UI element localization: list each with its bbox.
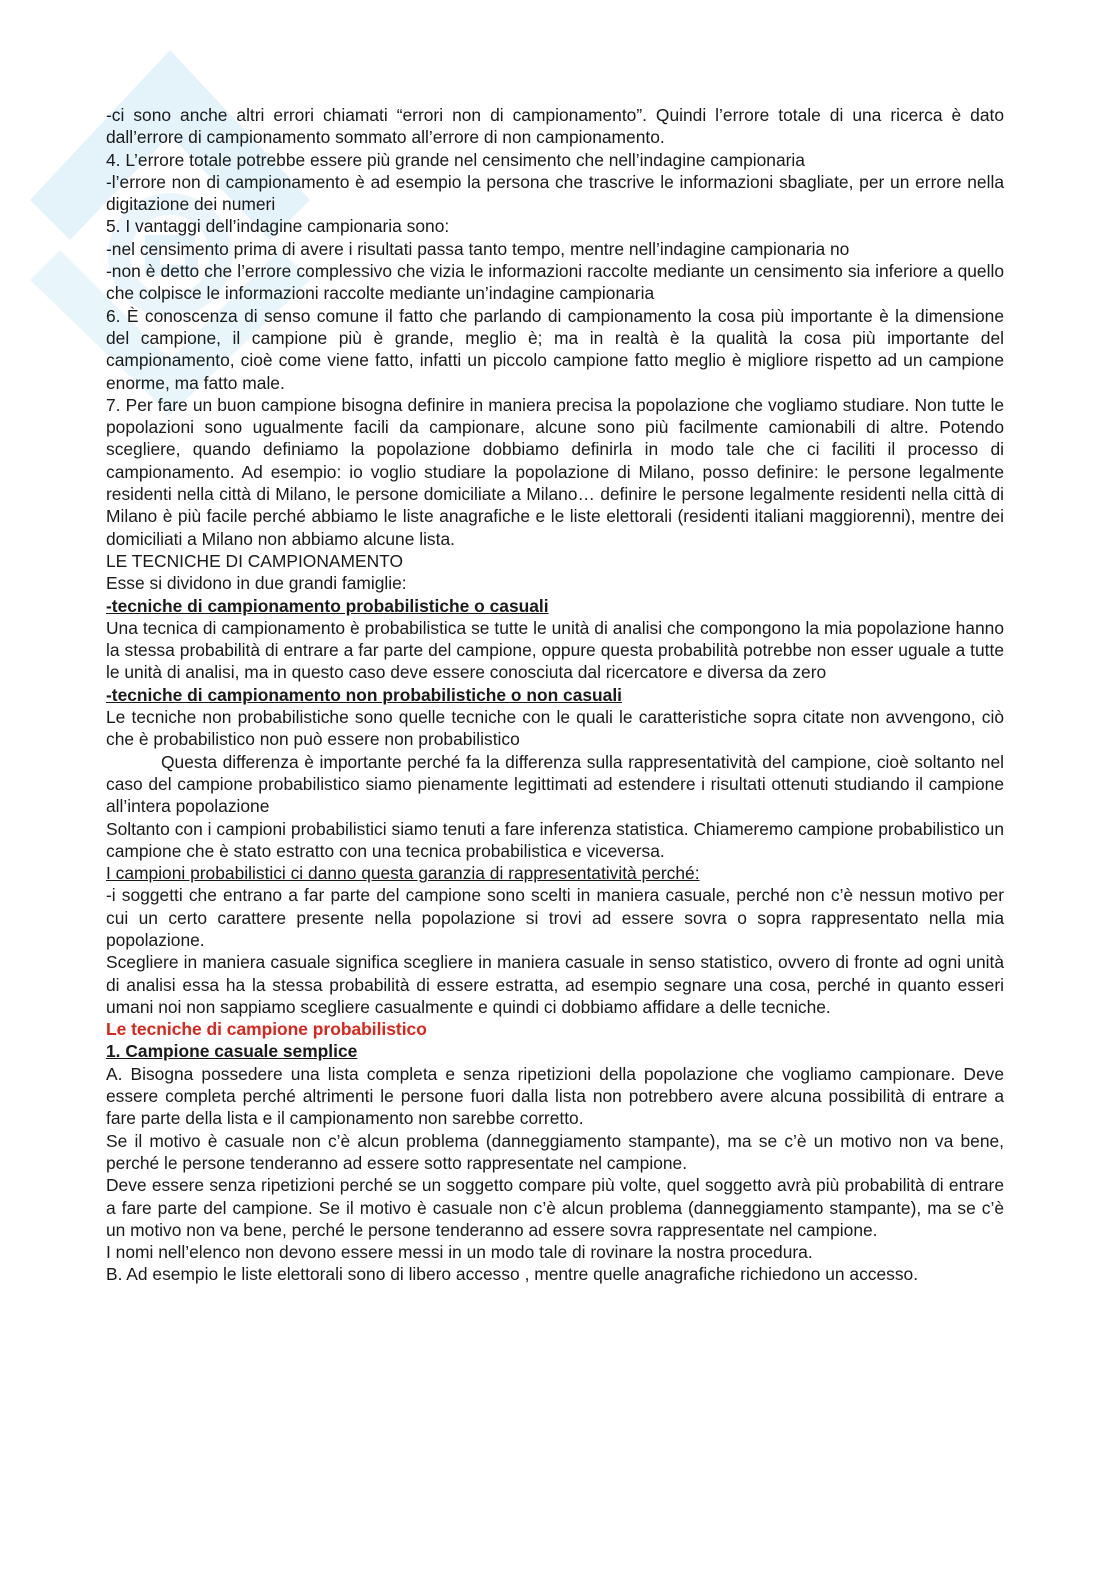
paragraph: Le tecniche non probabilistiche sono quelle tecniche con le quali le caratteristiche sopra citate non avvengono, ciò che è probabilistico non può essere non probabilistico: [106, 707, 1004, 750]
subheading-simple-random-sample: 1. Campione casuale semplice: [106, 1041, 358, 1062]
paragraph: Scegliere in maniera casuale significa scegliere in maniera casuale in senso statistico, ovvero di fronte ad ogni unità di analisi essa ha la stessa probabilità di essere estratta, ad esempio segnare una cosa, perché in quanto esseri umani noi non sappiamo scegliere casualmente e quindi ci dobbiamo affidare a delle tecniche.: [106, 952, 1004, 1017]
paragraph: -i soggetti che entrano a far parte del campione sono scelti in maniera casuale, perché non c’è nessun motivo per cui un certo carattere presente nella popolazione si trovi ad essere sovra o sopra rappresentato nella mia popolazione.: [106, 885, 1004, 950]
paragraph: Soltanto con i campioni probabilistici siamo tenuti a fare inferenza statistica. Chiameremo campione probabilistico un campione che è stato estratto con una tecnica probabilistica e viceversa.: [106, 818, 1004, 861]
paragraph: Esse si dividono in due grandi famiglie:: [106, 573, 407, 594]
paragraph: A. Bisogna possedere una lista completa e senza ripetizioni della popolazione che vogliamo campionare. Deve essere completa perché altrimenti le persone fuori dalla lista non potrebbero avere alcuna possibilità di entrare a fare parte della lista e il campionamento non sarebbe corretto.: [106, 1063, 1004, 1129]
paragraph: 6. È conoscenza di senso comune il fatto che parlando di campionamento la cosa più importante è la dimensione del campione, il campione più è grande, meglio è; ma in realtà è la qualità la cosa più importante del campionamento, cioè come viene fatto, infatti un piccolo campione fatto meglio è migliore rispetto ad un campione enorme, ma fatto male.: [106, 305, 1004, 393]
paragraph: B. Ad esempio le liste elettorali sono di libero accesso , mentre quelle anagrafiche richiedono un accesso.: [106, 1264, 919, 1285]
paragraph: Deve essere senza ripetizioni perché se un soggetto compare più volte, quel soggetto avrà più probabilità di entrare a fare parte del campione. Se il motivo è casuale non c’è alcun problema (danneggiamento stampante), ma se c’è un motivo non va bene, perché le persone tenderanno ad essere sovra rappresentate nel campione.: [106, 1175, 1004, 1240]
document-body: [106, 104, 1004, 1286]
paragraph: Questa differenza è importante perché fa la differenza sulla rappresentatività del campione, cioè soltanto nel caso del campione probabilistico siamo pienamente legittimati ad estendere i risultati ottenuti studiando il campione all’intera popolazione: [106, 751, 1004, 817]
paragraph: 4. L’errore totale potrebbe essere più grande nel censimento che nell’indagine campionaria: [106, 149, 805, 170]
underlined-statement: I campioni probabilistici ci danno questa garanzia di rappresentatività perché:: [106, 863, 700, 884]
section-title-red: Le tecniche di campione probabilistico: [106, 1019, 427, 1040]
paragraph: -non è detto che l’errore complessivo che vizia le informazioni raccolte mediante un censimento sia inferiore a quello che colpisce le informazioni raccolte mediante un’indagine campionaria: [106, 261, 1004, 304]
paragraph: -nel censimento prima di avere i risultati passa tanto tempo, mentre nell’indagine campionaria no: [106, 238, 850, 259]
section-heading: LE TECNICHE DI CAMPIONAMENTO: [106, 550, 403, 571]
paragraph: 7. Per fare un buon campione bisogna definire in maniera precisa la popolazione che vogliamo studiare. Non tutte le popolazioni sono ugualmente facili da campionare, alcune sono più facilmente camionabili di altre. Potendo scegliere, quando definiamo la popolazione dobbiamo definirla in modo tale che ci faciliti il processo di campionamento. Ad esempio: io voglio studiare la popolazione di Milano, posso definire: le persone legalmente residenti nella città di Milano, le persone domiciliate a Milano… definire le persone legalmente residenti nella città di Milano è più facile perché abbiamo le liste anagrafiche e le liste elettorali (residenti italiani maggiorenni), mentre dei domiciliati a Milano non abbiamo alcune lista.: [106, 394, 1004, 549]
paragraph: -ci sono anche altri errori chiamati “errori non di campionamento”. Quindi l’errore totale di una ricerca è dato dall’errore di campionamento sommato all’errore di non campionamento.: [106, 105, 1004, 148]
paragraph: I nomi nell’elenco non devono essere messi in un modo tale di rovinare la nostra procedura.: [106, 1242, 813, 1263]
subheading-non-probabilistic: -tecniche di campionamento non probabilistiche o non casuali: [106, 684, 622, 705]
subheading-probabilistic: -tecniche di campionamento probabilistiche o casuali: [106, 595, 549, 616]
paragraph: Se il motivo è casuale non c’è alcun problema (danneggiamento stampante), ma se c’è un motivo non va bene, perché le persone tenderanno ad essere sotto rappresentate nel campione.: [106, 1130, 1004, 1173]
paragraph: 5. I vantaggi dell’indagine campionaria sono:: [106, 216, 450, 237]
paragraph: -l’errore non di campionamento è ad esempio la persona che trascrive le informazioni sbagliate, per un errore nella digitazione dei numeri: [106, 171, 1004, 215]
paragraph: Una tecnica di campionamento è probabilistica se tutte le unità di analisi che compongono la mia popolazione hanno la stessa probabilità di entrare a far parte del campione, oppure questa probabilità potrebbe non esser uguale a tutte le unità di analisi, ma in questo caso deve essere conosciuta dal ricercatore e diversa da zero: [106, 617, 1004, 683]
